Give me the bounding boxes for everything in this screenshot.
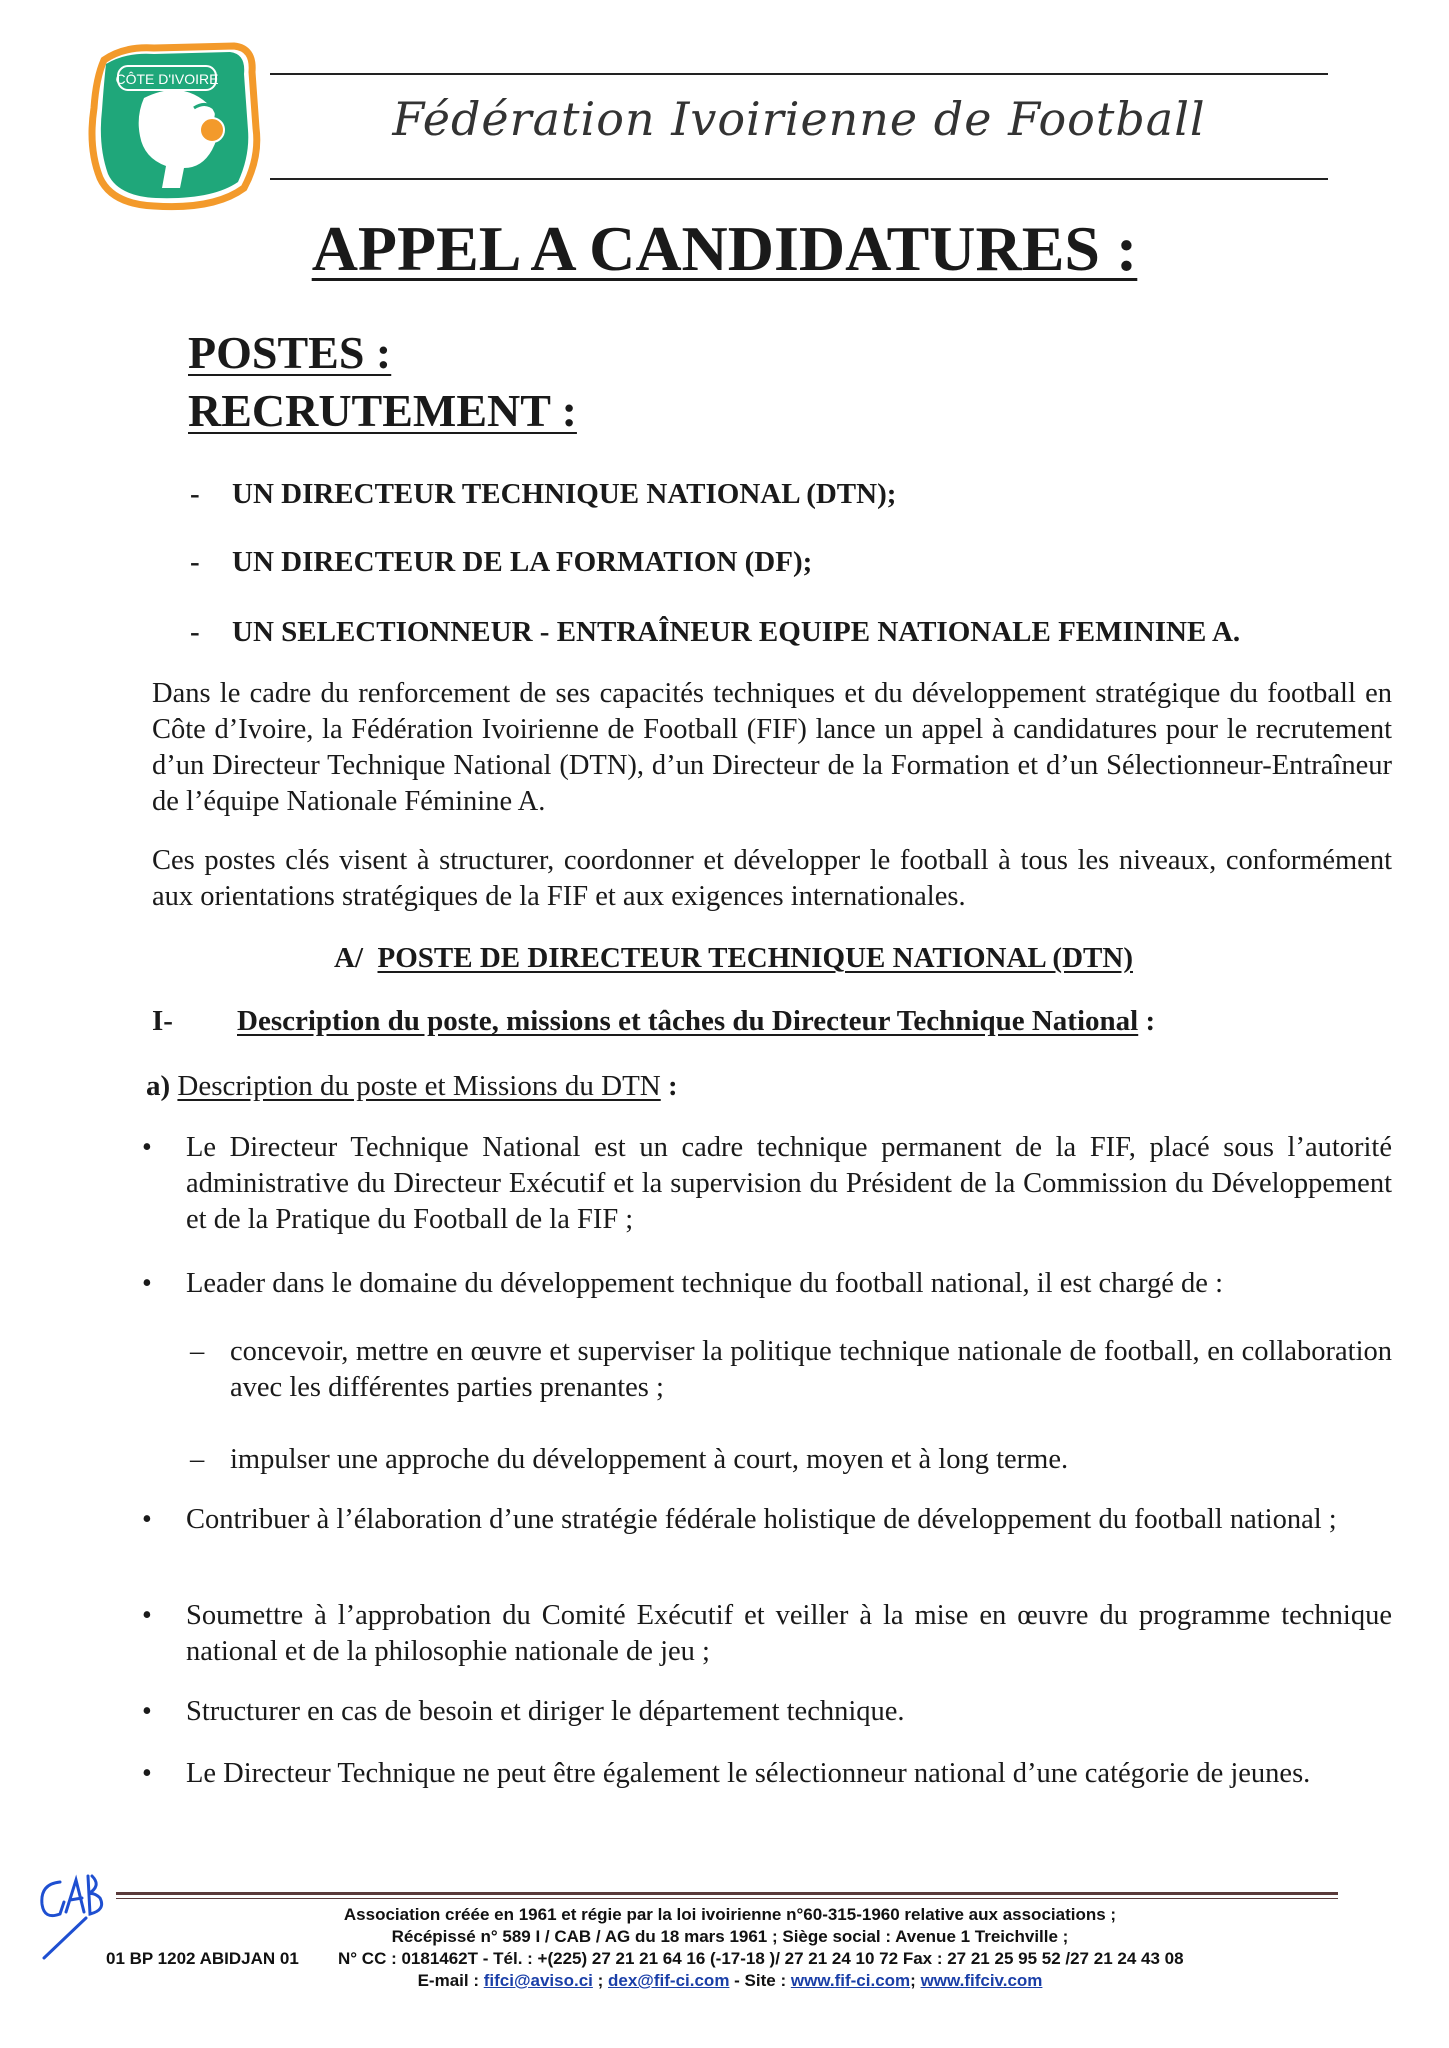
email-link-dex[interactable]: dex@fif-ci.com: [608, 1971, 730, 1990]
email-label: E-mail :: [417, 1971, 479, 1990]
bullet-marker: •: [142, 1696, 152, 1727]
position-item: [190, 616, 1240, 649]
list-item-text: Leader dans le domaine du développement technique du football national, il est chargé de :: [186, 1268, 1223, 1299]
section-sub-suffix: :: [660, 1070, 678, 1102]
bullet-marker: •: [142, 1268, 152, 1299]
federation-name: Fédération Ivoirienne de Football: [392, 92, 1206, 146]
section-a-heading: [334, 942, 1133, 975]
sub-list-item-text: impulser une approche du développement à court, moyen et à long terme.: [230, 1444, 1069, 1475]
list-item-text: Le Directeur Technique ne peut être également le sélectionneur national d’une catégorie de jeunes.: [186, 1758, 1311, 1789]
list-item-text: Le Directeur Technique National est un cadre technique permanent de la FIF, placé sous l’autorité administrative du Directeur Exécutif et la supervision du Président de la Commission du Développement et de la Pratique du Football de la FIF ;: [186, 1132, 1392, 1235]
list-item-text: Structurer en cas de besoin et diriger le département technique.: [186, 1696, 905, 1727]
position-item: [190, 546, 812, 579]
footer-contact: N° CC : 0181462T - Tél. : +(225) 27 21 21 64 16 (-17-18 )/ 27 21 24 10 72 Fax : 27 21 25 95 52 /27 21 24 43 08: [338, 1949, 1184, 1968]
sub-list-item: [190, 1442, 1392, 1478]
list-item-text: Soumettre à l’approbation du Comité Exécutif et veiller à la mise en œuvre du programme technique national et de la philosophie nationale de jeu ;: [186, 1600, 1392, 1667]
bullet-marker: •: [142, 1132, 152, 1163]
subtitle-postes: POSTES :: [188, 327, 392, 378]
page-title-text: APPEL A CANDIDATURES :: [311, 213, 1138, 284]
objective-paragraph: Ces postes clés visent à structurer, coordonner et développer le football à tous les niveaux, conformément aux orientations stratégiques de la FIF et aux exigences internationales.: [152, 845, 1392, 912]
bullet-marker: •: [142, 1600, 152, 1631]
section-i-suffix: :: [1138, 1005, 1156, 1037]
list-item: [142, 1598, 1392, 1670]
list-item: [142, 1694, 1392, 1730]
list-item: [142, 1266, 1392, 1302]
footer: [100, 1904, 1360, 1992]
section-sub-title: Description du poste et Missions du DTN: [177, 1070, 661, 1102]
footer-line-registration: Récépissé n° 589 I / CAB / AG du 18 mars 1961 ; Siège social : Avenue 1 Treichville ;: [391, 1927, 1069, 1946]
site-link-fif-ci[interactable]: www.fif-ci.com: [790, 1971, 911, 1990]
position-label: UN SELECTIONNEUR - ENTRAÎNEUR EQUIPE NATIONALE FEMININE A.: [232, 616, 1241, 648]
bullet-marker: •: [142, 1758, 152, 1789]
sub-list-item: [190, 1334, 1392, 1406]
section-a-title: POSTE DE DIRECTEUR TECHNIQUE NATIONAL (DTN): [377, 942, 1133, 974]
dash-marker: –: [190, 1336, 205, 1367]
list-item: [142, 1756, 1392, 1792]
dash-marker: –: [190, 1444, 205, 1475]
section-i-title: Description du poste, missions et tâches du Directeur Technique National: [237, 1005, 1139, 1037]
logo-text: CÔTE D'IVOIRE: [115, 71, 219, 87]
section-sub-prefix: a): [146, 1070, 171, 1102]
footer-address: 01 BP 1202 ABIDJAN 01: [106, 1949, 299, 1968]
section-a-prefix: A/: [334, 942, 363, 974]
list-item-text: Contribuer à l’élaboration d’une stratégie fédérale holistique de développement du football national ;: [186, 1504, 1337, 1535]
footer-separator: ;: [910, 1971, 921, 1990]
fif-logo: [84, 38, 266, 216]
footer-rule: [116, 1892, 1338, 1895]
header-rule-bottom: [270, 178, 1328, 180]
list-item: [142, 1130, 1392, 1238]
footer-separator: ;: [592, 1971, 608, 1990]
position-item: [190, 478, 896, 511]
section-i-heading: [152, 1005, 1392, 1038]
sub-list-item-text: concevoir, mettre en œuvre et superviser la politique technique nationale de football, en collaboration avec les différentes parties prenantes ;: [230, 1336, 1392, 1403]
dash-marker: -: [190, 478, 200, 510]
page-title: [0, 212, 1449, 286]
section-sub-heading: [146, 1070, 678, 1103]
subtitle-recrutement: RECRUTEMENT :: [188, 385, 577, 436]
position-label: UN DIRECTEUR DE LA FORMATION (DF);: [232, 546, 813, 578]
header-rule-top: [270, 73, 1328, 75]
bullet-marker: •: [142, 1504, 152, 1535]
site-label: - Site :: [729, 1971, 791, 1990]
footer-line-links: [100, 1970, 1360, 1992]
intro-paragraph: Dans le cadre du renforcement de ses capacités techniques et du développement stratégique du football en Côte d’Ivoire, la Fédération Ivoirienne de Football (FIF) lance un appel à candidatures pour le recrutement d’un Directeur Technique National (DTN), d’un Directeur de la Formation et d’un Sélectionneur-Entraîneur de l’équipe Nationale Féminine A.: [152, 678, 1392, 817]
footer-line-contact: [100, 1948, 1360, 1970]
signature-initials: [30, 1862, 108, 1962]
list-item: [142, 1502, 1392, 1538]
position-label: UN DIRECTEUR TECHNIQUE NATIONAL (DTN);: [232, 478, 897, 510]
dash-marker: -: [190, 616, 200, 648]
site-link-fifciv[interactable]: www.fifciv.com: [920, 1971, 1043, 1990]
email-link-fifci[interactable]: fifci@aviso.ci: [483, 1971, 593, 1990]
dash-marker: -: [190, 546, 200, 578]
footer-rule-thin: [116, 1898, 1338, 1899]
section-i-number: I-: [152, 1005, 173, 1037]
footer-line-legal: Association créée en 1961 et régie par la loi ivoirienne n°60-315-1960 relative aux associations ;: [343, 1905, 1117, 1924]
